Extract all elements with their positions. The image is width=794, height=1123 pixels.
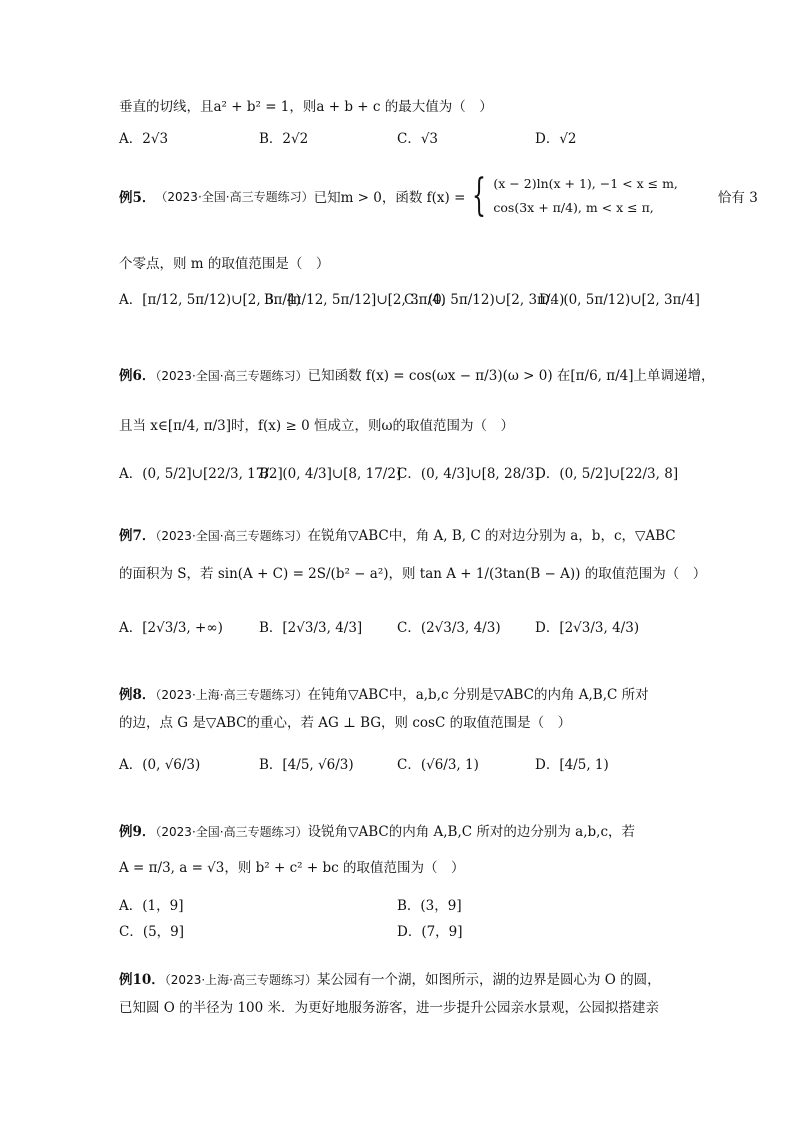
ex5-label: 例5． (119, 190, 156, 206)
ex9-stem-a: 设锐角▽ABC的内角 A,B,C 所对的边分别为 a,b,c，若 (307, 824, 635, 840)
ex7-option-b: B．[2√3/3, 4/3] (259, 620, 363, 636)
intro-option-b: B．2√2 (259, 131, 309, 147)
ex7-option-c: C．(2√3/3, 4/3) (397, 620, 501, 636)
ex7-option-d: D．[2√3/3, 4/3) (535, 620, 640, 636)
ex7-source: （2023·全国·高三专题练习） (155, 529, 308, 543)
ex8-label: 例8． (119, 687, 156, 703)
ex5-stem-b: 恰有 3 (717, 190, 758, 206)
ex5-option-c: C．(0, 5π/12)∪[2, 3π/4) (404, 292, 565, 308)
ex7-stem-line2: 的面积为 S，若 sin(A + C) = 2S/(b² − a²)，则 tan A + 1/(3tan(B − A)) 的取值范围为（ ） (119, 566, 707, 582)
ex10-stem-line2: 已知圆 O 的半径为 100 米．为更好地服务游客，进一步提升公园亲水景观，公园拟搭建亲 (119, 1000, 659, 1016)
intro-stem: 垂直的切线，且a² + b² = 1，则a + b + c 的最大值为（ ） (119, 99, 493, 115)
ex6-option-d: D．(0, 5/2]∪[22/3, 8] (535, 466, 679, 482)
ex6-stem-line1 (119, 364, 715, 384)
ex9-option-c: C．(5，9] (119, 924, 185, 940)
ex7-label: 例7． (119, 528, 156, 544)
ex6-option-c: C．(0, 4/3]∪[8, 28/3] (397, 466, 540, 482)
ex8-stem-a: 在钝角▽ABC中，a,b,c 分别是▽ABC的内角 A,B,C 所对 (307, 687, 649, 703)
ex9-stem-line2: A = π/3, a = √3，则 b² + c² + bc 的取值范围为（ ） (119, 860, 465, 876)
ex9-stem-line1 (119, 820, 635, 840)
ex7-stem-a: 在锐角▽ABC中，角 A, B, C 的对边分别为 a，b，c，▽ABC (307, 528, 676, 544)
intro-option-c: C．√3 (397, 131, 439, 147)
ex5-option-a: A．[π/12, 5π/12)∪[2, 3π/4) (119, 292, 301, 308)
ex7-stem-line1 (119, 524, 676, 544)
ex10-stem-a: 某公园有一个湖，如图所示，湖的边界是圆心为 O 的圆， (316, 972, 661, 988)
ex9-option-a: A．(1，9] (119, 898, 184, 914)
ex10-source: （2023·上海·高三专题练习） (164, 973, 317, 987)
ex8-option-d: D．[4/5, 1) (535, 757, 609, 773)
intro-option-a: A．2√3 (119, 131, 169, 147)
ex5-option-b: B．[π/12, 5π/12]∪[2, 3π/4) (264, 292, 446, 308)
ex6-option-b: B．(0, 4/3]∪[8, 17/2] (259, 466, 402, 482)
ex8-option-b: B．[4/5, √6/3) (259, 757, 354, 773)
ex6-label: 例6． (119, 368, 156, 384)
ex6-stem-a: 已知函数 f(x) = cos(ωx − π/3)(ω > 0) 在[π/6, π/4]上单调递增， (307, 368, 715, 384)
ex6-source: （2023·全国·高三专题练习） (155, 369, 308, 383)
ex5-piecewise (493, 172, 678, 220)
ex10-label: 例10． (119, 972, 165, 988)
ex10-stem-line1 (119, 968, 661, 988)
ex8-stem-line2: 的边，点 G 是▽ABC的重心，若 AG ⊥ BG，则 cosC 的取值范围是（ ） (119, 715, 572, 731)
ex9-option-d: D．(7，9] (397, 924, 463, 940)
ex9-label: 例9． (119, 824, 156, 840)
intro-option-d: D．√2 (535, 131, 577, 147)
ex9-source: （2023·全国·高三专题练习） (155, 825, 308, 839)
ex9-option-b: B．(3，9] (397, 898, 462, 914)
ex5-source: （2023·全国·高三专题练习） (155, 189, 314, 204)
ex8-option-a: A．(0, √6/3) (119, 757, 201, 773)
ex5-piece-2: cos(3x + π/4), m < x ≤ π, (493, 200, 654, 215)
ex8-source: （2023·上海·高三专题练习） (155, 688, 308, 702)
ex8-option-c: C．(√6/3, 1) (397, 757, 479, 773)
ex8-stem-line1 (119, 683, 649, 703)
ex5-piece-1: (x − 2)ln(x + 1), −1 < x ≤ m, (493, 176, 678, 191)
ex6-stem-line2: 且当 x∈[π/4, π/3]时，f(x) ≥ 0 恒成立，则ω的取值范围为（ ） (119, 418, 514, 434)
ex6-option-a: A．(0, 5/2]∪[22/3, 17/2] (119, 466, 283, 482)
ex5-stem-line1 (119, 172, 758, 220)
ex5-brace: { (472, 170, 487, 221)
ex7-option-a: A．[2√3/3, +∞) (119, 620, 223, 636)
ex5-option-d: D．(0, 5π/12)∪[2, 3π/4] (539, 292, 700, 308)
ex5-stem-line2: 个零点，则 m 的取值范围是（ ） (119, 256, 330, 272)
ex5-stem-a: 已知m > 0，函数 f(x) = (313, 190, 466, 206)
